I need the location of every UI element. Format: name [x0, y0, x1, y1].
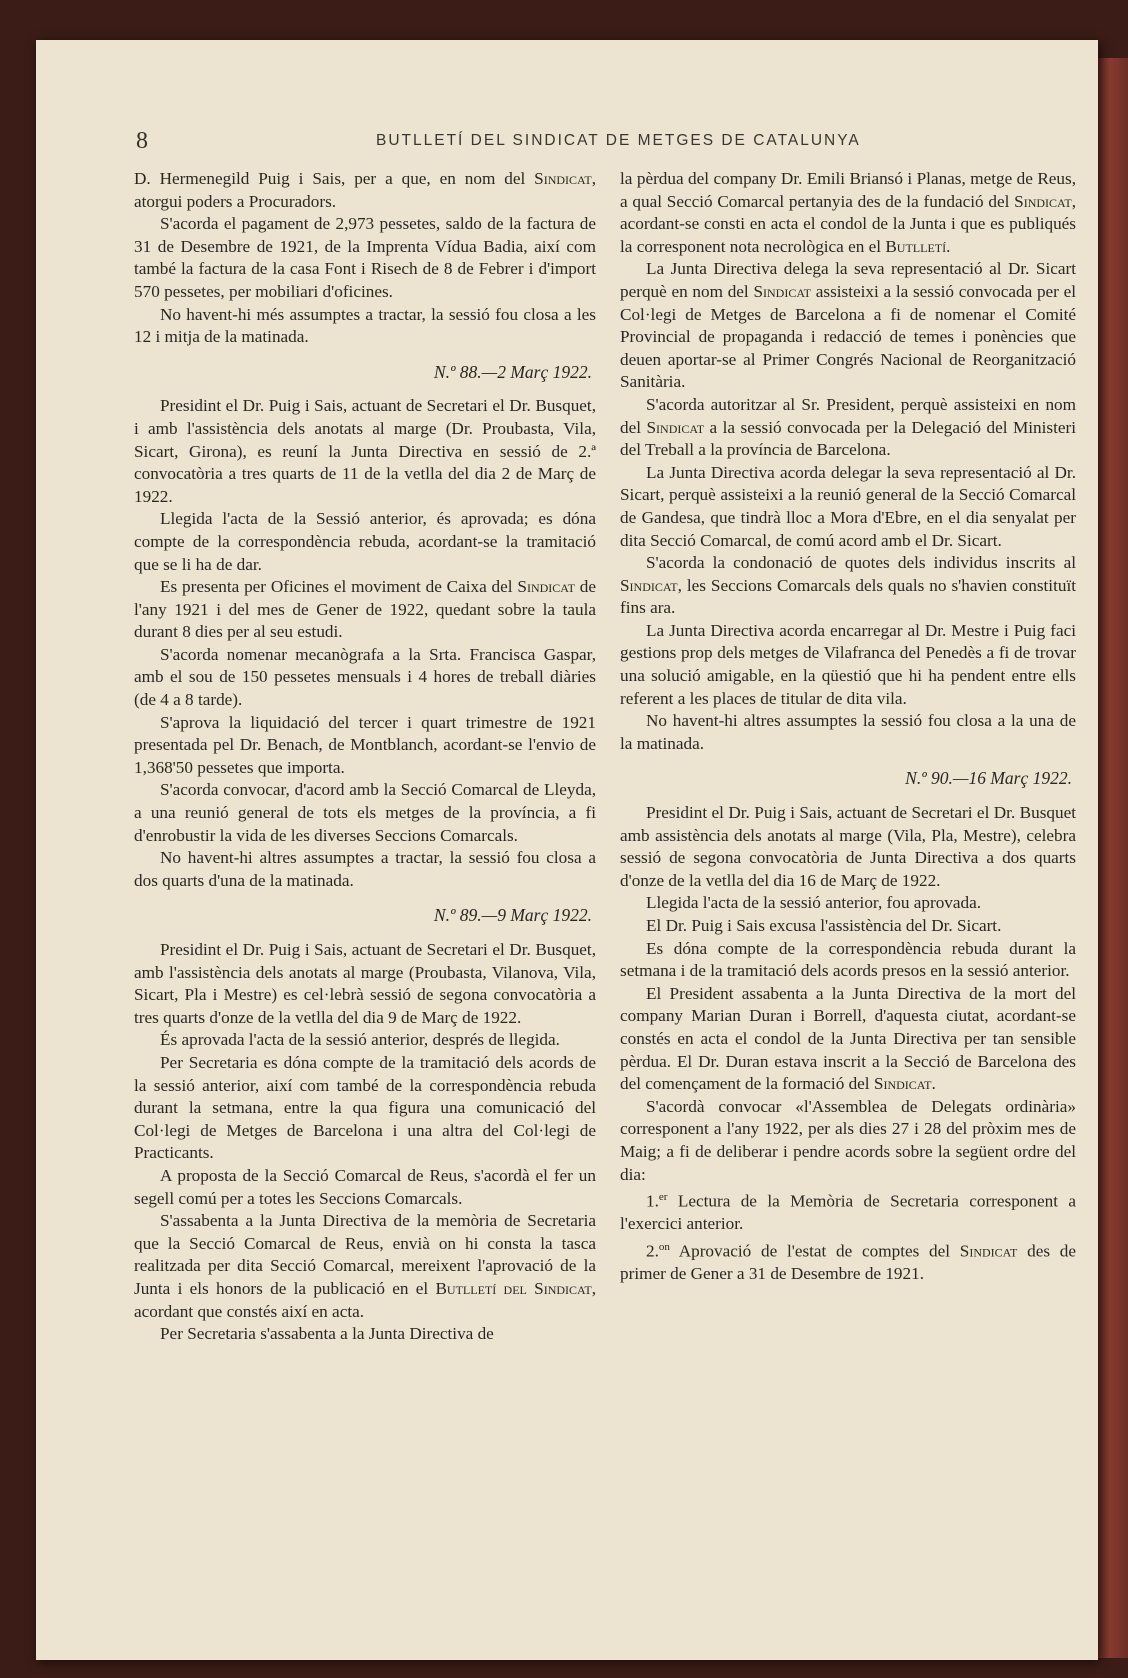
paragraph: D. Hermenegild Puig i Sais, per a que, en nom del Sindicat, atorgui poders a Procuradors. — [134, 169, 596, 211]
session-heading: N.º 89.—9 Març 1922. — [433, 905, 592, 926]
paragraph: S'acorda el pagament de 2,973 pessetes, saldo de la factura de 31 de Desembre de 1921, de la Imprenta Vídua Badia, així com també la factura de la casa Font i Risech de 8 de Febrer i d'import 570 pessetes, per mobiliari d'oficines. — [134, 214, 596, 301]
paragraph: Presidint el Dr. Puig i Sais, actuant de Secretari el Dr. Busquet, i amb l'assistència dels anotats al marge (Dr. Proubasta, Vila, Sicart, Girona), es reuní la Junta Directiva en sessió de 2.ª convocatòria a tres quarts de 11 de la vetlla del dia 2 de Març de 1922. — [134, 396, 596, 506]
paragraph: Llegida l'acta de la sessió anterior, fou aprovada. — [646, 893, 982, 913]
paragraph: El President assabenta a la Junta Directiva de la mort del company Marian Duran i Borrell, d'aquesta ciutat, acordant-se constés en acta el condol de la Junta Directiva per tan sensible pèrdua. El Dr. Duran estava inscrit a la Secció de Barcelona des del començament de la formació del Sindicat. — [620, 983, 1076, 1094]
paragraph: Presidint el Dr. Puig i Sais, actuant de Secretari el Dr. Busquet amb assistència dels anotats al marge (Vila, Pla, Mestre), celebra sessió de segona convocatòria de Junta Directiva a dos quarts d'onze de la vetlla del dia 16 de Març de 1922. — [620, 803, 1076, 890]
paragraph: A proposta de la Secció Comarcal de Reus, s'acordà el fer un segell comú per a totes les Seccions Comarcals. — [134, 1165, 596, 1208]
paragraph: S'acorda convocar, d'acord amb la Secció Comarcal de Lleyda, a una reunió general de tots els metges de la província, a fi d'enrobustir la vida de les diverses Seccions Comarcals. — [134, 780, 596, 845]
paragraph: La Junta Directiva acorda delegar la seva representació al Dr. Sicart, perquè assisteixi a la reunió general de la Secció Comarcal de Gandesa, que tindrà lloc a Mora d'Ebre, en el dia senyalat per dita Secció Comarcal, de comú acord amb el Dr. Sicart. — [620, 462, 1076, 550]
paragraph: Es dóna compte de la correspondència rebuda durant la setmana i de la tramitació dels acords presos en la sessió anterior. — [620, 938, 1076, 981]
paragraph: S'acordà convocar «l'Assemblea de Delegats ordinària» corresponent a l'any 1922, per als dies 27 i 28 del pròxim mes de Maig; a fi de deliberar i pendre acords sobre la següent ordre del dia: — [620, 1096, 1076, 1184]
paragraph: Llegida l'acta de la Sessió anterior, és aprovada; es dóna compte de la correspondència rebuda, acordant-se la tramitació que se li ha de dar. — [134, 509, 596, 574]
paragraph: Es presenta per Oficines el moviment de Caixa del Sindicat de l'any 1921 i del mes de Gener de 1922, quedant sobre la taula durant 8 dies per al seu estudi. — [134, 577, 597, 642]
paragraph: No havent-hi altres assumptes a tractar, la sessió fou closa a dos quarts d'una de la matinada. — [134, 848, 596, 890]
paragraph: S'assabenta a la Junta Directiva de la memòria de Secretaria que la Secció Comarcal de Reus, envià on hi consta la tasca realitzada per dita Secció Comarcal, mereixent l'aprovació de la Junta i els honors de la publicació en el Butlletí del Sindicat, acordant que constés així en acta. — [134, 1211, 596, 1321]
running-title: BUTLLETÍ DEL SINDICAT DE METGES DE CATALUNYA — [376, 132, 861, 149]
paragraph: la pèrdua del company Dr. Emili Briansó i Planas, metge de Reus, a qual Secció Comarcal pertanyia des de la fundació del Sindicat, acordant-se consti en acta el condol de la Junta i que es publiqués la corresponent nota necrològica en el Butlletí. — [620, 169, 1077, 256]
paragraph: Per Secretaria s'assabenta a la Junta Directiva de — [160, 1324, 494, 1344]
paragraph: Per Secretaria es dóna compte de la tramitació dels acords de la sessió anterior, així com també de la correspondència rebuda durant la setmana, entre la qua figura una comunicació del Col·legi de Metges de Barcelona i una altra del Col·legi de Practicants. — [134, 1052, 596, 1163]
paragraph: S'acorda nomenar mecanògrafa a la Srta. Francisca Gaspar, amb el sou de 150 pessetes mensuals i 4 hores de treball diàries (de 4 a 8 tarde). — [134, 644, 596, 710]
left-column — [134, 168, 596, 1346]
paragraph: No havent-hi més assumptes a tractar, la sessió fou closa a les 12 i mitja de la matinada. — [134, 304, 596, 347]
paragraph: S'acorda autoritzar al Sr. President, perquè assisteixi en nom del Sindicat a la sessió convocada per la Delegació del Ministeri del Treball a la província de Barcelona. — [620, 394, 1076, 460]
paragraph: No havent-hi altres assumptes la sessió fou closa a la una de la matinada. — [620, 711, 1076, 753]
agenda-item: 1.$^{er}$ Lectura de la Memòria de Secretaria corresponent a l'exercici anterior. — [620, 1191, 1077, 1234]
page-number: 8 — [136, 128, 148, 154]
paragraph: És aprovada l'acta de la sessió anterior, després de llegida. — [160, 1030, 560, 1050]
session-heading: N.º 90.—16 Març 1922. — [905, 768, 1072, 789]
paragraph: Presidint el Dr. Puig i Sais, actuant de Secretari el Dr. Busquet, amb l'assistència dels anotats al marge (Proubasta, Vilanova, Vila, Sicart, Pla i Mestre) es cel·lebrà sessió de segona convocatòria a tres quarts d'onze de la vetlla del dia 9 de Març de 1922. — [134, 940, 596, 1027]
document-page — [36, 40, 1098, 1660]
paragraph: S'acorda la condonació de quotes dels individus inscrits al Sindicat, les Seccions Comarcals dels quals no s'havien constituït fins ara. — [620, 553, 1076, 618]
session-heading: N.º 88.—2 Març 1922. — [433, 361, 592, 382]
book-binding — [1098, 58, 1128, 1658]
paragraph: La Junta Directiva acorda encarregar al Dr. Mestre i Puig faci gestions prop dels metges de Vilafranca del Penedès a fi de trovar una solució amigable, en la qüestió que hi ha pendent entre ells referent a les places de titular de dita vila. — [620, 620, 1076, 708]
agenda-item: 2.$^{on}$ Aprovació de l'estat de comptes del Sindicat des de primer de Gener a 31 de Desembre de 1921. — [620, 1241, 1076, 1284]
paragraph: El Dr. Puig i Sais excusa l'assistència del Dr. Sicart. — [646, 916, 1002, 935]
paragraph: La Junta Directiva delega la seva representació al Dr. Sicart perquè en nom del Sindicat assisteixi a la sessió convocada per el Col·legi de Metges de Barcelona a fi de nomenar el Comité Provincial de propaganda i redacció de temes i ponències que deuen aportar-se al Primer Congrés Nacional de Reorganització Sanitària. — [620, 259, 1077, 392]
right-column — [620, 168, 1076, 1286]
paragraph: S'aprova la liquidació del tercer i quart trimestre de 1921 presentada pel Dr. Benach, de Montblanch, acordant-se l'envio de 1,368'50 pessetes que importa. — [134, 712, 596, 777]
